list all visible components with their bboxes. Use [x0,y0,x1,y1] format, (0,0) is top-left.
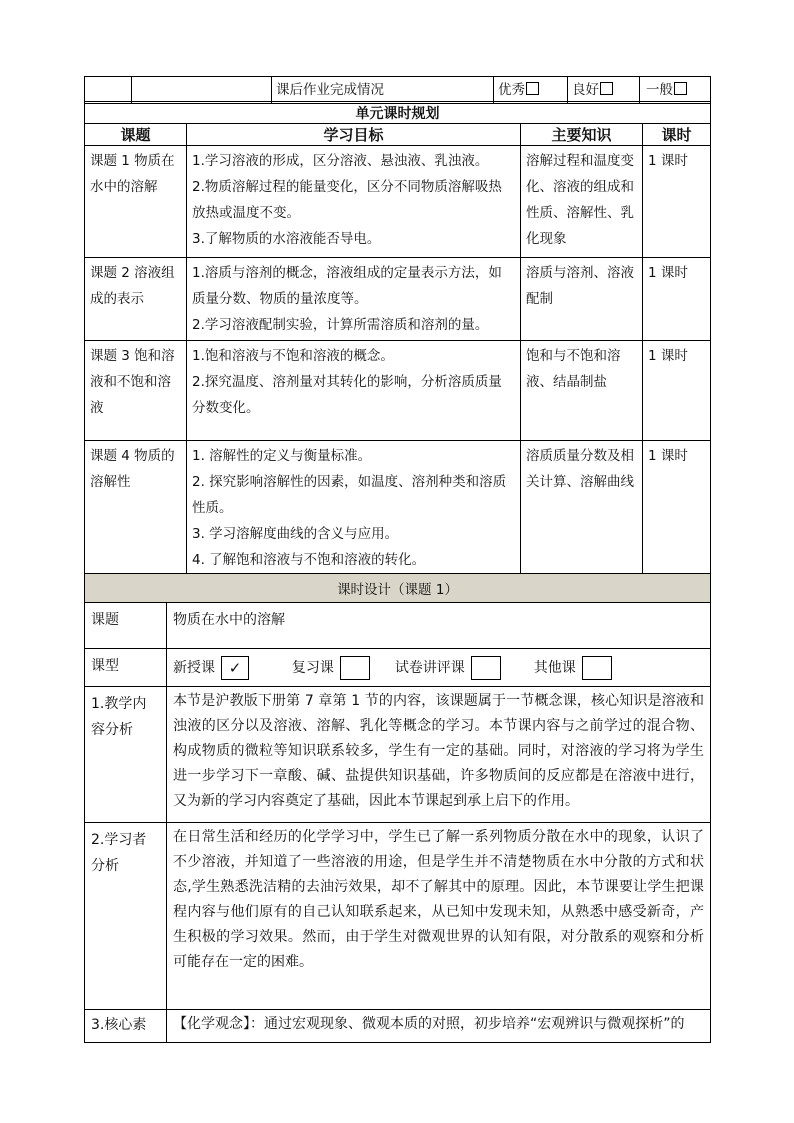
row-topic: 课题 3 饱和溶液和不饱和溶液 [90,348,175,416]
type-label: 课型 [85,649,167,687]
type-label-text: 其他课 [533,659,576,676]
goal-item: 4. 了解饱和溶液与不饱和溶液的转化。 [192,552,426,568]
unit-plan-table [84,101,711,581]
checkbox-icon[interactable] [340,656,370,680]
homework-label: 课后作业完成情况 [272,77,494,104]
row-topic: 课题 2 溶液组成的表示 [90,265,175,307]
core-literacy-text: 【化学观念】：通过宏观现象、微观本质的对照，初步培养“宏观辨识与微观探析”的 [173,1016,685,1032]
topic-value: 物质在水中的溶解 [167,603,711,649]
row-topic: 课题 1 物质在水中的溶解 [90,153,175,195]
section-label: 2.学习者分析 [85,823,167,1010]
option-average[interactable] [640,77,711,104]
header-goals: 学习目标 [187,124,521,146]
row-knowledge: 溶解过程和温度变化、溶液的组成和性质、溶解性、乳化现象 [526,153,634,247]
checkmark-icon[interactable]: ✓ [221,656,249,680]
goal-item: 3.了解物质的水溶液能否导电。 [192,231,381,247]
header-topic: 课题 [85,124,187,146]
homework-table [84,76,711,104]
checkbox-icon[interactable] [600,82,613,95]
table-row [85,258,711,341]
checkbox-icon[interactable] [582,656,612,680]
type-label-text: 试卷讲评课 [394,659,465,676]
type-label-text: 复习课 [291,659,334,676]
checkbox-icon[interactable] [674,82,687,95]
blank-cell [132,77,272,104]
topic-label: 课题 [85,603,167,649]
option-excellent[interactable] [494,77,568,104]
type-label-text: 新授课 [173,659,215,676]
row-knowledge: 饱和与不饱和溶液、结晶制盐 [526,348,621,390]
goal-item: 3. 学习溶解度曲线的含义与应用。 [192,526,399,542]
unit-plan-title: 单元课时规划 [85,102,711,124]
table-row [85,441,711,581]
header-hours: 课时 [643,124,711,146]
header-knowledge: 主要知识 [521,124,643,146]
goal-item: 2.探究温度、溶剂量对其转化的影响，分析溶质质量分数变化。 [192,374,502,416]
checkbox-icon[interactable] [526,82,539,95]
row-hours: 1 课时 [648,153,688,169]
goal-item: 2. 探究影响溶解性的因素，如温度、溶剂种类和溶质性质。 [192,474,507,516]
checkbox-icon[interactable] [471,656,501,680]
type-option-exam-review[interactable] [395,660,501,676]
goal-item: 1.饱和溶液与不饱和溶液的概念。 [192,348,394,364]
option-label: 一般 [646,82,673,98]
goal-item: 1.学习溶液的形成，区分溶液、悬浊液、乳浊液。 [192,153,489,169]
content-analysis-text: 本节是沪教版下册第 7 章第 1 节的内容，该课题属于一节概念课，核心知识是溶液和浊液的区分以及溶液、溶解、乳化等概念的学习。本节课内容与之前学过的混合物、构成物质的微粒等知识联系较多，学生有一定的基础。同时，对溶液的学习将为学生进一步学习下一章酸、碱、盐提供知识基础，许多物质间的反应都是在溶液中进行，又为新的学习内容奠定了基础，因此本节课起到承上启下的作用。 [173,693,705,809]
row-hours: 1 课时 [648,265,688,281]
row-knowledge: 溶质质量分数及相关计算、溶解曲线 [526,448,634,490]
option-label: 良好 [572,82,599,98]
goal-item: 2.学习溶液配制实验，计算所需溶质和溶剂的量。 [192,317,489,333]
type-option-new[interactable] [173,660,249,676]
row-hours: 1 课时 [648,448,688,464]
row-topic: 课题 4 物质的溶解性 [90,448,175,490]
option-good[interactable] [568,77,640,104]
goal-item: 2.物质溶解过程的能量变化，区分不同物质溶解吸热放热或温度不变。 [192,179,502,221]
row-hours: 1 课时 [648,348,688,364]
lesson-design-table [84,573,711,1043]
learner-analysis-text: 在日常生活和经历的化学学习中，学生已了解一系列物质分散在水中的现象，认识了不少溶液，并知道了一些溶液的用途，但是学生并不清楚物质在水中分散的方式和状态,学生熟悉洗洁精的去油污效果，却不了解其中的原理。因此，本节课要让学生把课程内容与他们原有的自己认知联系起来，从已知中发现未知，从熟悉中感受新奇，产生积极的学习效果。然而，由于学生对微观世界的认知有限，对分散系的观察和分析可能存在一定的困难。 [173,829,705,970]
table-row [85,146,711,258]
lesson-title: 课时设计（课题 1） [85,574,711,603]
row-knowledge: 溶质与溶剂、溶液配制 [526,265,634,307]
lesson-type-options [167,649,711,687]
type-option-review[interactable] [292,660,370,676]
goal-item: 1. 溶解性的定义与衡量标准。 [192,448,372,464]
type-option-other[interactable] [534,660,612,676]
goal-item: 1.溶质与溶剂的概念，溶液组成的定量表示方法，如质量分数、物质的量浓度等。 [192,265,502,307]
option-label: 优秀 [498,82,525,98]
table-row [85,341,711,441]
section-label: 3.核心素 [85,1010,167,1043]
section-label: 1.教学内容分析 [85,687,167,823]
blank-cell [85,77,132,104]
